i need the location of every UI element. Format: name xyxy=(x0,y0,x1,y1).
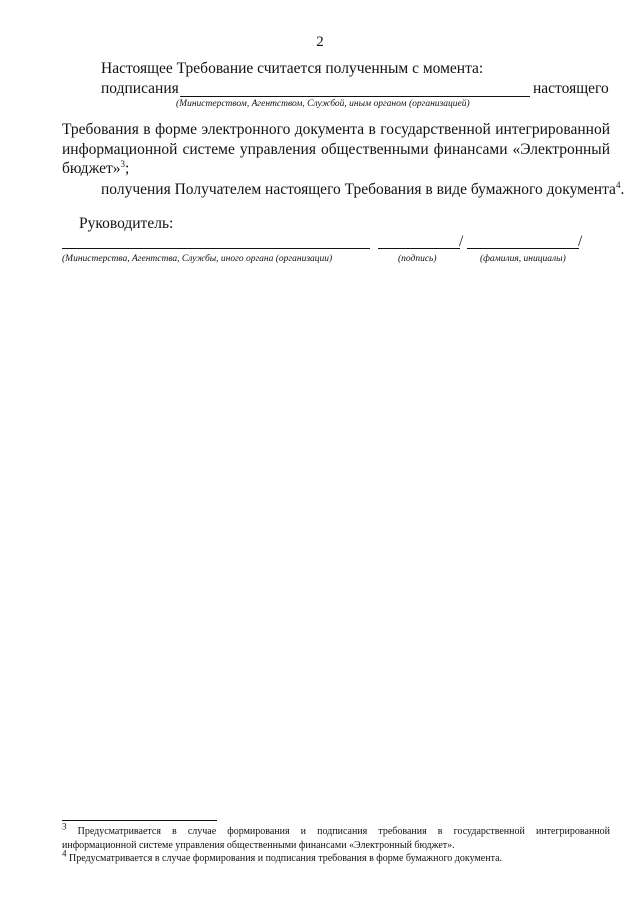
signature-heading: Руководитель: xyxy=(79,215,174,232)
sign-caption: (подпись) xyxy=(398,254,437,264)
intro-line: Настоящее Требование считается полученным с момента: xyxy=(101,60,484,77)
signing-label: подписания xyxy=(101,80,179,97)
footnote-number: 4 xyxy=(62,848,67,859)
footnote-line: информационной системе управления общественными финансами «Электронный бюджет». xyxy=(62,840,455,851)
org-caption: (Министерства, Агентства, Службы, иного органа (организации) xyxy=(62,254,333,264)
footnote-line xyxy=(62,848,503,864)
paragraph-line xyxy=(101,181,624,199)
page-number: 2 xyxy=(316,34,324,50)
footnote-separator xyxy=(62,820,217,821)
paragraph-line xyxy=(62,160,129,178)
signer-caption: (Министерством, Агентством, Службой, иным органом (организацией) xyxy=(176,99,470,109)
paragraph-punct: ; xyxy=(124,160,130,177)
footnote-text: Предусматривается в случае формирования и подписания требования в форме бумажного документа. xyxy=(69,853,503,864)
signer-blank-line xyxy=(180,96,530,97)
footnote-text: Предусматривается в случае формирования и подписания требования в государственной интегрированной xyxy=(77,826,610,837)
paragraph-text: бюджет» xyxy=(62,160,121,177)
paragraph-text: получения Получателем настоящего Требования в виде бумажного документа xyxy=(101,181,616,198)
name-caption: (фамилия, инициалы) xyxy=(480,254,566,264)
paragraph-line: информационной системе управления общественными финансами «Электронный xyxy=(62,141,610,158)
footnote-ref: 3 xyxy=(120,158,125,169)
paragraph-punct: . xyxy=(620,181,625,198)
footnote-ref: 4 xyxy=(615,179,621,190)
signing-end-word: настоящего xyxy=(533,80,609,97)
slash-separator: / xyxy=(578,233,583,250)
name-blank-line xyxy=(467,248,579,249)
signature-blank-line xyxy=(378,248,460,249)
slash-separator: / xyxy=(459,233,464,250)
org-blank-line xyxy=(62,248,370,249)
footnote-number: 3 xyxy=(62,821,67,832)
paragraph-line: Требования в форме электронного документа в государственной интегрированной xyxy=(62,121,610,138)
footnote-line xyxy=(62,821,610,837)
